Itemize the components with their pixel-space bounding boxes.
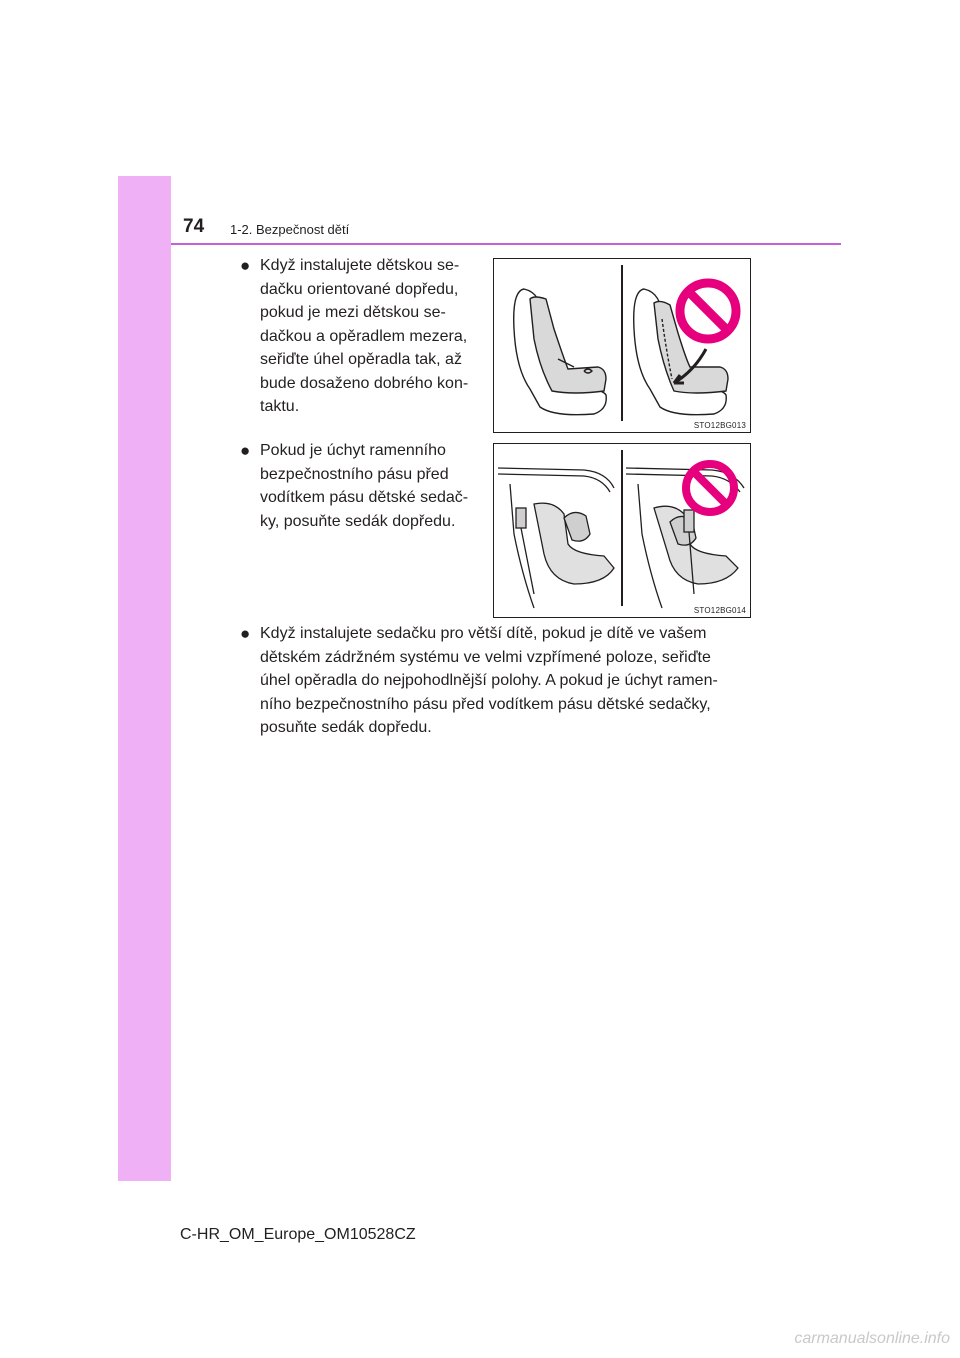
side-color-band <box>118 176 171 1181</box>
bullet-dot-icon: ● <box>240 441 251 460</box>
prohibition-icon <box>686 464 734 512</box>
bullet-item-2 <box>240 439 478 539</box>
bullet-text: Pokud je úchyt ramenního bezpečnostního pásu před vodítkem pásu dětské sedač- ky, posuňte sedák dopředu. <box>260 442 469 530</box>
header-rule <box>171 243 841 245</box>
figure-seat-gap <box>493 258 751 433</box>
prohibition-icon <box>680 283 736 339</box>
page-number: 74 <box>183 216 205 237</box>
figure-belt-guide <box>493 443 751 618</box>
figure-code: STO12BG013 <box>693 421 746 430</box>
section-title: 1-2. Bezpečnost dětí <box>230 222 350 237</box>
seat-left-illustration <box>514 289 607 415</box>
car-interior-left-illustration <box>498 468 614 608</box>
bullet-dot-icon: ● <box>240 256 251 275</box>
bullet-text: Když instalujete sedačku pro větší dítě, pokud je dítě ve vašem dětském zádržném systému ve velmi vzpřímené poloze, seřiďte úhel opěradla do nejpohodlnější polohy. A pokud je úchyt ramen- ního bezpečnostního pásu před vodítkem pásu dětské sedačky, posuňte sedák dopředu. <box>260 625 718 736</box>
bullet-text: Když instalujete dětskou se- dačku orientované dopředu, pokud je mezi dětskou se- dačkou a opěradlem mezera, seřiďte úhel opěradla tak, až bude dosaženo dobrého kon- taktu. <box>260 257 469 415</box>
footer-doc-code: C-HR_OM_Europe_OM10528CZ <box>180 1226 416 1243</box>
bullet-item-3 <box>240 622 746 742</box>
bullet-dot-icon: ● <box>240 624 251 643</box>
figure-code: STO12BG014 <box>693 606 746 615</box>
watermark: carmanualsonline.info <box>794 1330 950 1347</box>
bullet-item-1 <box>240 254 478 424</box>
